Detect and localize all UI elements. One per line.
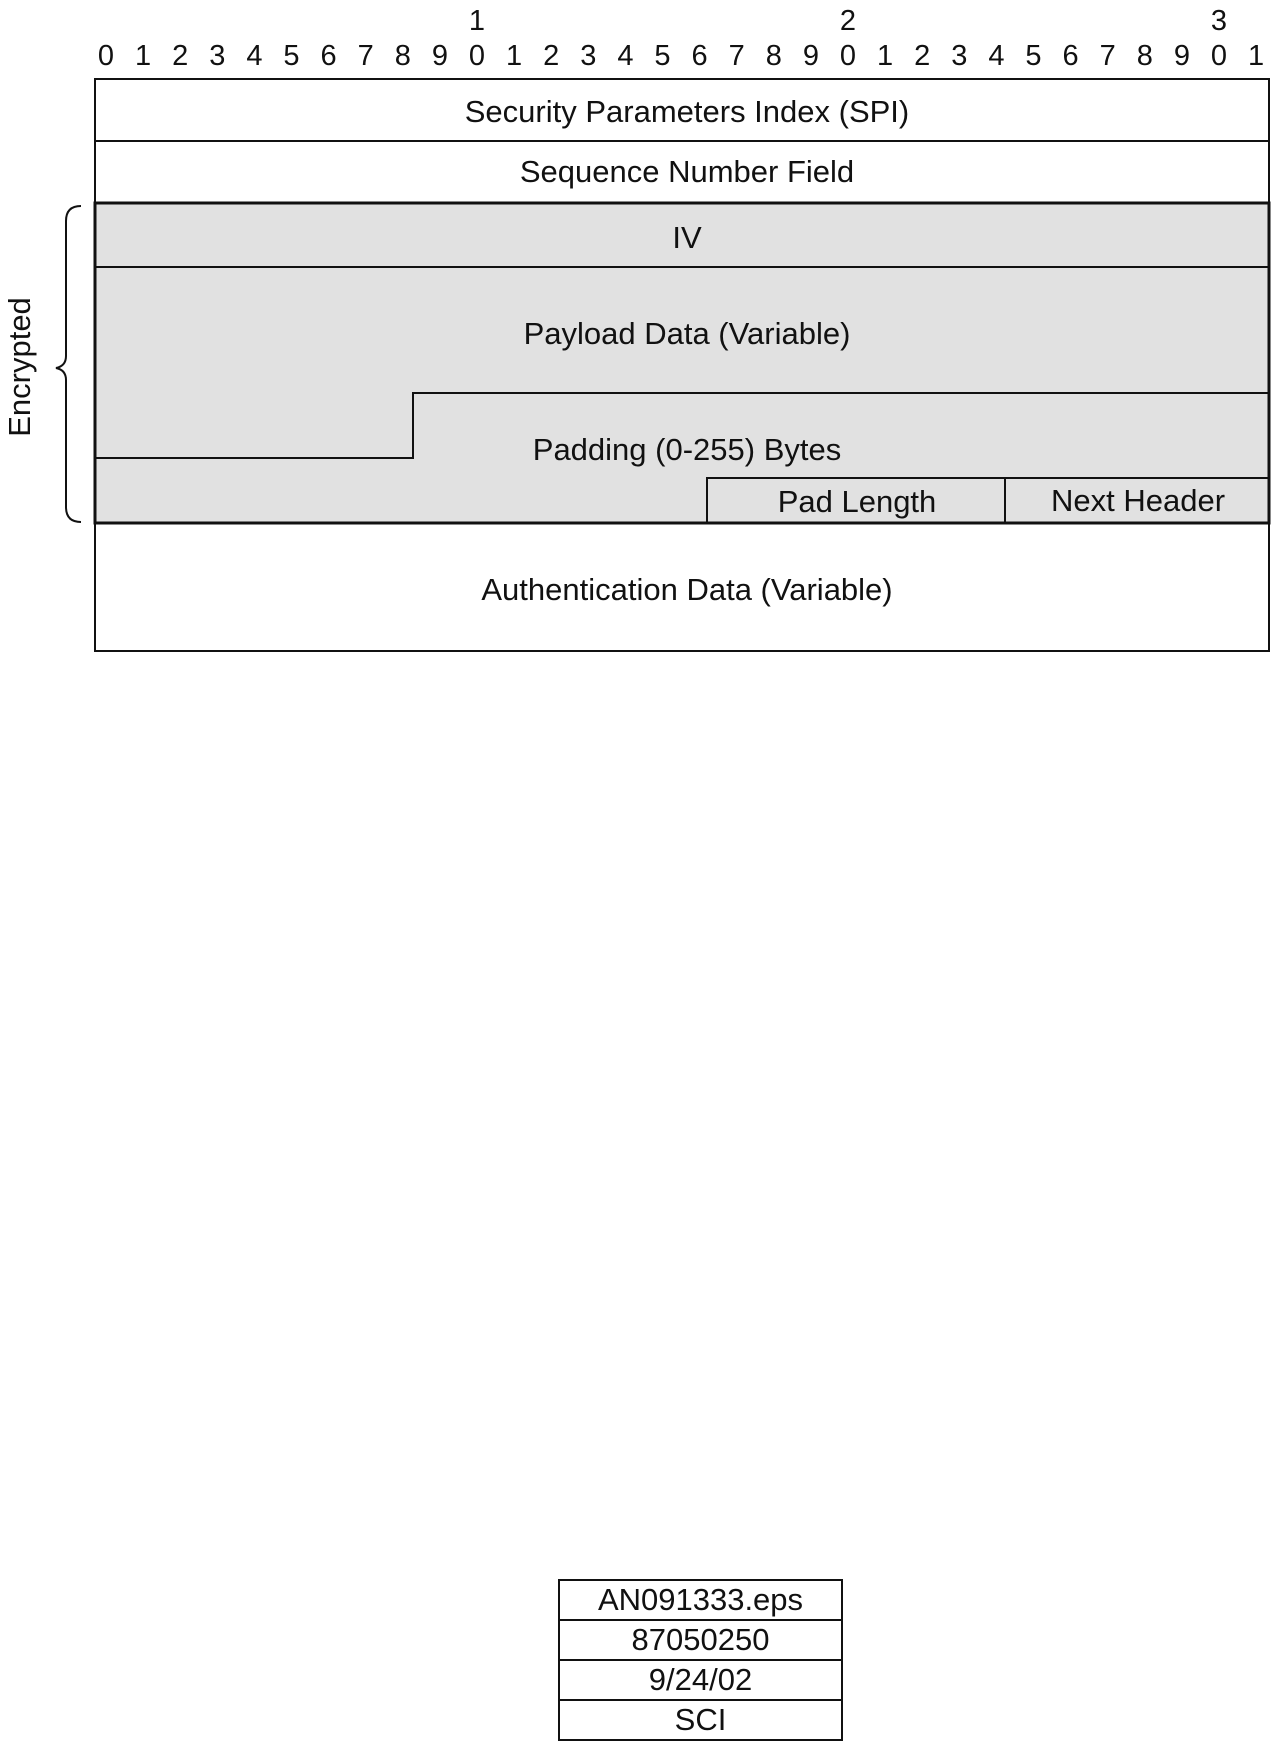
bit-unit-digit: 1 <box>1248 40 1265 72</box>
bit-unit-digit: 7 <box>357 40 374 72</box>
bit-unit-digit: 8 <box>765 40 782 72</box>
bit-unit-digit: 0 <box>1210 40 1228 72</box>
bit-tens-digit: 1 <box>468 5 486 37</box>
bit-tens-digit: 2 <box>839 5 857 37</box>
bit-unit-digit: 7 <box>728 40 745 72</box>
next-header-label: Next Header <box>1050 483 1226 518</box>
bit-unit-digit: 6 <box>691 40 708 72</box>
bit-unit-digit: 1 <box>877 40 894 72</box>
bit-unit-digit: 2 <box>914 40 931 72</box>
bit-unit-digit: 3 <box>951 40 968 72</box>
bit-unit-digit: 1 <box>506 40 523 72</box>
bit-unit-digit: 5 <box>654 40 671 72</box>
sequence-label: Sequence Number Field <box>519 154 855 189</box>
bit-unit-digit: 7 <box>1099 40 1116 72</box>
bit-unit-digit: 9 <box>802 40 819 72</box>
bit-unit-digit: 8 <box>1136 40 1153 72</box>
bit-unit-digit: 5 <box>1025 40 1042 72</box>
bit-unit-digit: 8 <box>394 40 411 72</box>
stamp-code: SCI <box>559 1700 842 1740</box>
encrypted-label: Encrypted <box>2 297 37 437</box>
bit-unit-digit: 3 <box>209 40 226 72</box>
file-stamp <box>558 1579 843 1741</box>
iv-label: IV <box>672 220 702 255</box>
auth-label: Authentication Data (Variable) <box>481 572 893 607</box>
stamp-filename: AN091333.eps <box>559 1580 842 1620</box>
padding-label: Padding (0-255) Bytes <box>532 432 842 467</box>
bit-unit-digit: 6 <box>1062 40 1079 72</box>
bit-unit-digit: 0 <box>97 40 115 72</box>
spi-label: Security Parameters Index (SPI) <box>464 94 910 129</box>
bit-unit-digit: 0 <box>839 40 857 72</box>
bit-unit-digit: 4 <box>617 40 634 72</box>
bit-unit-digit: 2 <box>172 40 189 72</box>
bit-ruler <box>98 5 1264 72</box>
stamp-number: 87050250 <box>559 1620 842 1660</box>
bit-unit-digit: 9 <box>431 40 448 72</box>
bit-unit-digit: 2 <box>543 40 560 72</box>
bit-unit-digit: 3 <box>580 40 597 72</box>
bit-unit-digit: 4 <box>988 40 1005 72</box>
bit-unit-digit: 4 <box>246 40 263 72</box>
bit-unit-digit: 1 <box>135 40 152 72</box>
bit-unit-digit: 0 <box>468 40 486 72</box>
bit-unit-digit: 9 <box>1173 40 1190 72</box>
encrypted-brace <box>56 206 81 522</box>
stamp-date: 9/24/02 <box>559 1660 842 1700</box>
bit-unit-digit: 6 <box>320 40 337 72</box>
payload-label: Payload Data (Variable) <box>523 316 851 351</box>
bit-unit-digit: 5 <box>283 40 300 72</box>
pad-length-label: Pad Length <box>777 484 937 519</box>
esp-packet-diagram <box>0 0 1271 700</box>
bit-tens-digit: 3 <box>1210 5 1228 37</box>
